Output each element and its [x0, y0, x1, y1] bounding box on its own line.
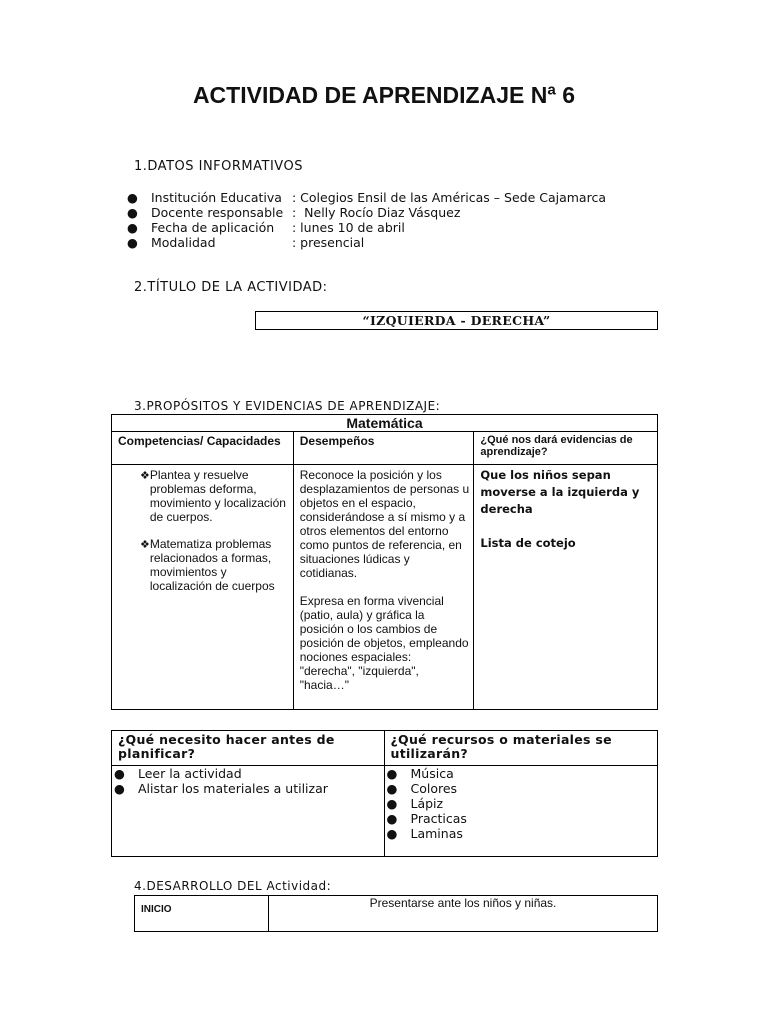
list-item: [385, 811, 658, 826]
desempeno-text: Reconoce la posición y los desplazamientos de personas u objetos en el espacio, considerándose a sí mismo y a otros elementos del entorno como puntos de referencia, en situaciones lúdicas y cotidianas.: [299, 468, 470, 580]
list-item: [112, 766, 384, 781]
info-value: : lunes 10 de abril: [292, 220, 405, 235]
bullet-icon: ●: [386, 781, 398, 796]
subject-header: Matemática: [112, 415, 658, 432]
purposes-table: [111, 414, 658, 710]
list-item-text: Practicas: [410, 811, 467, 826]
list-item: [140, 537, 289, 593]
section-3-heading: 3.PROPÓSITOS Y EVIDENCIAS DE APRENDIZAJE:: [134, 399, 441, 413]
col-header-before: ¿Qué necesito hacer antes de planificar?: [112, 731, 385, 766]
bullet-icon: ●: [386, 826, 398, 841]
planning-table: [111, 730, 658, 857]
list-item-text: Alistar los materiales a utilizar: [138, 781, 328, 796]
list-item: [112, 781, 384, 796]
diamond-bullet-icon: ❖: [140, 539, 150, 551]
inicio-label: INICIO: [135, 896, 269, 932]
competencia-text: Matematiza problemas relacionados a formas, movimientos y localización de cuerpos: [149, 537, 275, 593]
desempenos-cell: [293, 465, 474, 710]
list-item: [385, 766, 658, 781]
development-table: [134, 895, 658, 932]
list-item-text: Colores: [410, 781, 458, 796]
competencias-cell: [112, 465, 294, 710]
before-cell: [112, 766, 385, 857]
bullet-icon: ●: [127, 235, 138, 250]
inicio-text: Presentarse ante los niños y niñas.: [269, 896, 658, 932]
info-value: : Colegios Ensil de las Américas – Sede Cajamarca: [292, 190, 606, 205]
bullet-icon: ●: [127, 190, 138, 205]
list-item: [385, 826, 658, 841]
section-1-heading: 1.DATOS INFORMATIVOS: [134, 159, 303, 174]
bullet-icon: ●: [386, 811, 398, 826]
section-4-heading: 4.DESARROLLO DEL Actividad:: [134, 879, 332, 893]
bullet-icon: ●: [114, 766, 125, 781]
info-label: Docente responsable: [151, 205, 284, 220]
list-item: [385, 781, 658, 796]
list-item-text: Música: [410, 766, 454, 781]
bullet-icon: ●: [114, 781, 125, 796]
info-row: [127, 205, 606, 220]
evidencias-cell: [474, 465, 658, 710]
section-2-heading: 2.TÍTULO DE LA ACTIVIDAD:: [134, 280, 328, 295]
info-value: : presencial: [292, 235, 365, 250]
list-item-text: Laminas: [410, 826, 463, 841]
list-item: [385, 796, 658, 811]
info-row: [127, 235, 606, 250]
bullet-icon: ●: [386, 766, 398, 781]
list-item-text: Lápiz: [410, 796, 444, 811]
evidencia-text: Que los niños sepan moverse a la izquierda y derecha: [480, 468, 640, 516]
col-header-desempenos: Desempeños: [293, 432, 474, 465]
activity-title-box: “IZQUIERDA - DERECHA”: [255, 311, 658, 330]
page-title: ACTIVIDAD DE APRENDIZAJE Nª 6: [192, 82, 576, 108]
competencia-text: Plantea y resuelve problemas deforma, movimiento y localización de cuerpos.: [149, 468, 286, 524]
info-value: : Nelly Rocío Diaz Vásquez: [292, 205, 461, 220]
info-list: [127, 190, 606, 250]
diamond-bullet-icon: ❖: [140, 470, 150, 482]
info-row: [127, 220, 606, 235]
list-item-text: Leer la actividad: [138, 766, 242, 781]
bullet-icon: ●: [127, 205, 138, 220]
col-header-competencias: Competencias/ Capacidades: [112, 432, 294, 465]
col-header-evidencias: ¿Qué nos dará evidencias de aprendizaje?: [474, 432, 658, 465]
evidencia-text: Lista de cotejo: [480, 536, 576, 550]
desempeno-text: Expresa en forma vivencial (patio, aula) y gráfica la posición o los cambios de posición de objetos, empleando nociones espaciales: "derecha", "izquierda", "hacia…": [299, 594, 469, 692]
bullet-icon: ●: [386, 796, 398, 811]
list-item: [140, 468, 289, 524]
materials-cell: [384, 766, 658, 857]
info-label: Modalidad: [151, 235, 216, 250]
info-label: Fecha de aplicación: [151, 220, 275, 235]
info-row: [127, 190, 606, 205]
col-header-materials: ¿Qué recursos o materiales se utilizarán?: [384, 731, 658, 766]
info-label: Institución Educativa: [151, 190, 282, 205]
bullet-icon: ●: [127, 220, 138, 235]
